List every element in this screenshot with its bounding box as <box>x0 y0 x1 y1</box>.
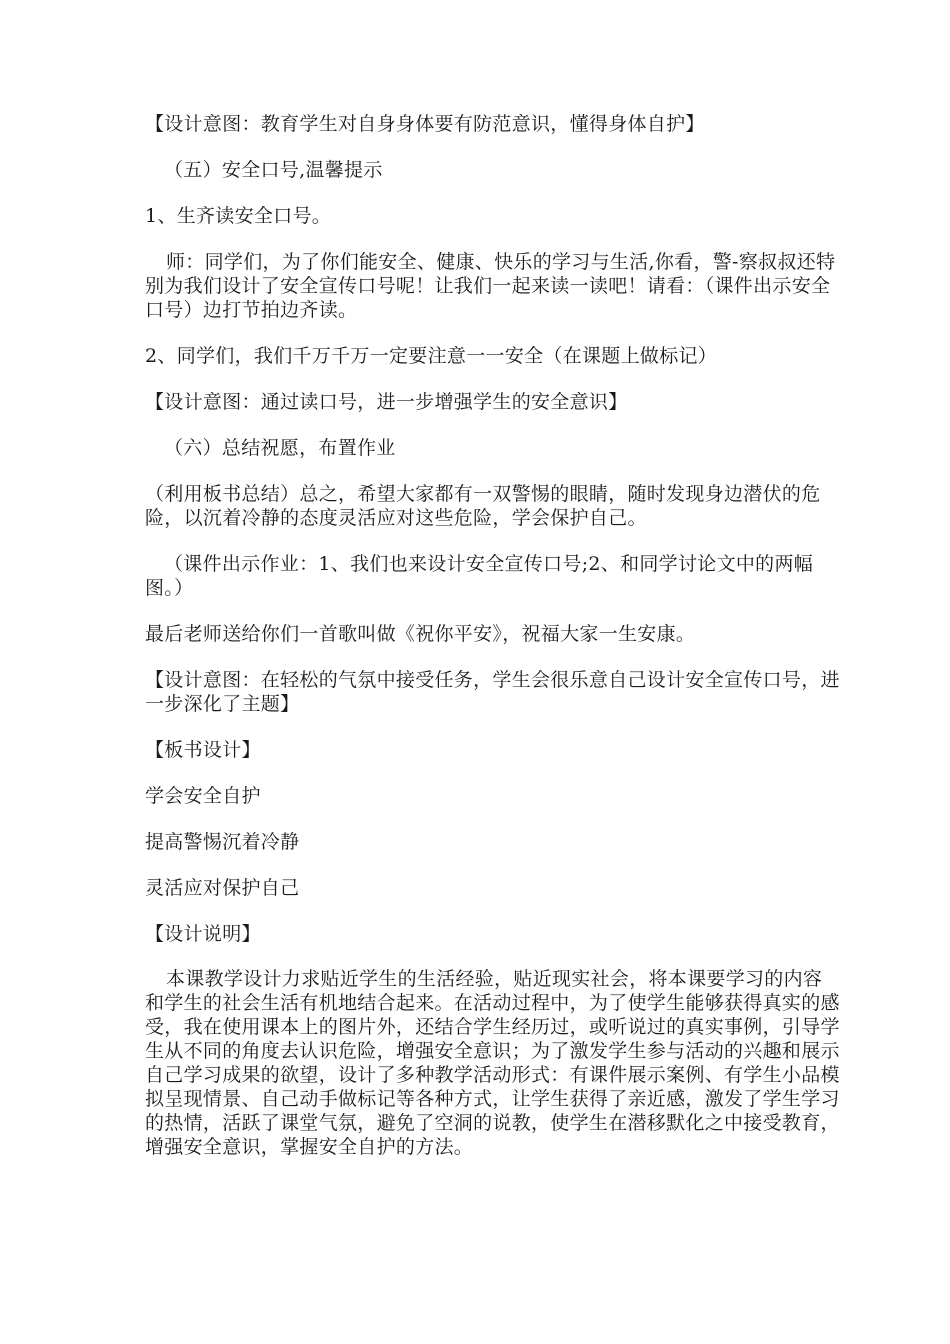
homework-paragraph: （课件出示作业：1、我们也来设计安全宣传口号;2、和同学讨论文中的两幅图。） <box>145 553 814 599</box>
document-body <box>145 112 840 1181</box>
board-line: 提高警惕沉着冷静 <box>145 831 300 853</box>
design-intent-paragraph: 【设计意图：教育学生对自身身体要有防范意识，懂得身体自护】 <box>145 113 705 135</box>
summary-paragraph: （利用板书总结）总之，希望大家都有一双警惕的眼睛，随时发现身边潜伏的危险，以沉着冷静的态度灵活应对这些危险，学会保护自己。 <box>145 483 821 529</box>
section-heading: （六）总结祝愿，布置作业 <box>164 437 396 459</box>
board-design-heading: 【板书设计】 <box>145 739 261 761</box>
design-intent-paragraph: 【设计意图：在轻松的气氛中接受任务，学生会很乐意自己设计安全宣传口号，进一步深化了主题】 <box>145 669 840 715</box>
design-notes-heading: 【设计说明】 <box>145 923 261 945</box>
design-intent-paragraph: 【设计意图：通过读口号，进一步增强学生的安全意识】 <box>145 391 628 413</box>
board-line: 灵活应对保护自己 <box>145 877 300 899</box>
closing-paragraph: 最后老师送给你们一首歌叫做《祝你平安》，祝福大家一生安康。 <box>145 623 696 645</box>
step-paragraph: 2、同学们，我们千万千万一定要注意一一安全（在课题上做标记） <box>145 345 718 367</box>
design-notes-paragraph: 本课教学设计力求贴近学生的生活经验，贴近现实社会，将本课要学习的内容和学生的社会生活有机地结合起来。在活动过程中，为了使学生能够获得真实的感受，我在使用课本上的图片外，还结合学生经历过，或听说过的真实事例，引导学生从不同的角度去认识危险，增强安全意识；为了激发学生参与活动的兴趣和展示自己学习成果的欲望，设计了多种教学活动形式：有课件展示案例、有学生小品模拟呈现情景、自己动手做标记等各种方式，让学生获得了亲近感，激发了学生学习的热情，活跃了课堂气氛，避免了空洞的说教，使学生在潜移默化之中接受教育，增强安全意识，掌握安全自护的方法。 <box>145 968 840 1158</box>
board-line: 学会安全自护 <box>145 785 261 807</box>
teacher-speech-paragraph: 师：同学们，为了你们能安全、健康、快乐的学习与生活,你看，警-察叔叔还特别为我们设计了安全宣传口号呢！让我们一起来读一读吧！请看：（课件出示安全口号）边打节拍边齐读。 <box>145 251 836 321</box>
section-heading: （五）安全口号,温馨提示 <box>164 159 383 181</box>
step-paragraph: 1、生齐读安全口号。 <box>145 205 332 227</box>
